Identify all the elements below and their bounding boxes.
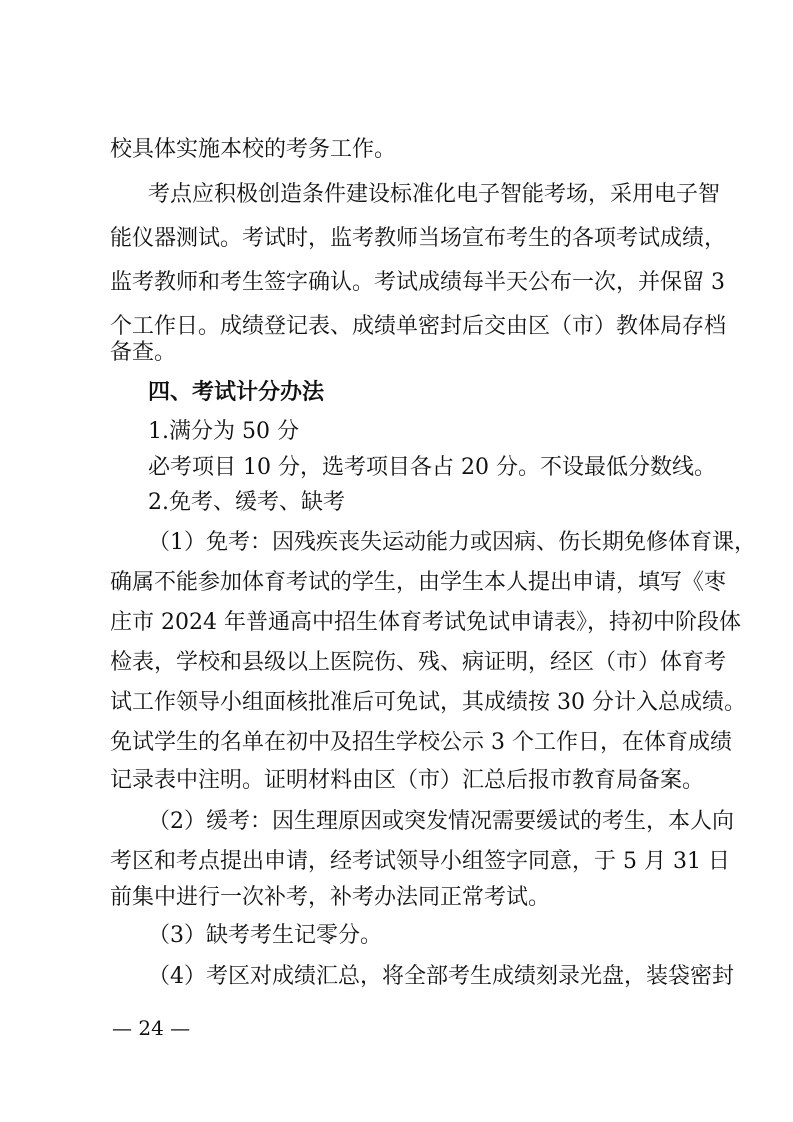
paragraph-line: 能仪器测试。考试时，监考教师当场宣布考生的各项考试成绩， (110, 226, 727, 251)
subheading: 1.满分为 50 分 (148, 419, 299, 444)
paragraph-line: 校具体实施本校的考务工作。 (110, 137, 397, 162)
paragraph-line: 检表，学校和县级以上医院伤、残、病证明，经区（市）体育考 (110, 650, 727, 675)
paragraph-line: 确属不能参加体育考试的学生，由学生本人提出申请，填写《枣 (110, 570, 727, 595)
page-number: — 24 — (112, 1016, 191, 1040)
section-heading: 四、考试计分办法 (148, 379, 325, 405)
paragraph-line: （2）缓考：因生理原因或突发情况需要缓试的考生，本人向 (148, 809, 734, 834)
paragraph-line: 监考教师和考生签字确认。考试成绩每半天公布一次，并保留 3 (110, 270, 725, 295)
paragraph-line: 前集中进行一次补考，补考办法同正常考试。 (110, 885, 551, 910)
paragraph-line: （4）考区对成绩汇总，将全部考生成绩刻录光盘，装袋密封 (148, 964, 734, 989)
paragraph-line: 庄市 2024 年普通高中招生体育考试免试申请表》，持初中阶段体 (110, 610, 741, 635)
paragraph-line: 备查。 (110, 340, 177, 365)
paragraph-line: （3）缺考考生记零分。 (148, 923, 382, 948)
paragraph-line: （1）免考：因残疾丧失运动能力或因病、伤长期免修体育课， (148, 530, 756, 555)
paragraph-line: 个工作日。成绩登记表、成绩单密封后交由区（市）教体局存档 (110, 314, 727, 339)
paragraph-line: 考点应积极创造条件建设标准化电子智能考场，采用电子智 (148, 182, 721, 207)
paragraph-line: 免试学生的名单在初中及招生学校公示 3 个工作日，在体育成绩 (110, 730, 732, 755)
paragraph-line: 试工作领导小组面核批准后可免试，其成绩按 30 分计入总成绩。 (110, 690, 746, 715)
paragraph-line: 考区和考点提出申请，经考试领导小组签字同意，于 5 月 31 日 (110, 849, 730, 874)
paragraph-line: 必考项目 10 分，选考项目各占 20 分。不设最低分数线。 (148, 455, 716, 480)
paragraph-line: 记录表中注明。证明材料由区（市）汇总后报市教育局备案。 (110, 768, 705, 793)
subheading: 2.免考、缓考、缺考 (148, 490, 345, 515)
